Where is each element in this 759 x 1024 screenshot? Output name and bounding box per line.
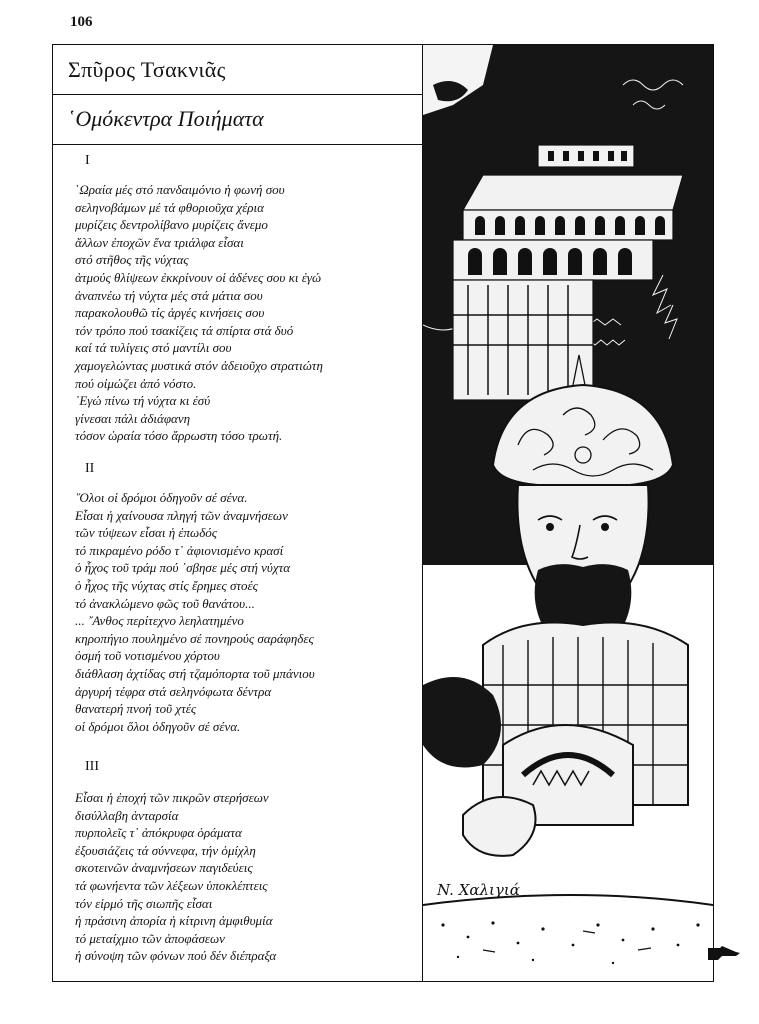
poem-line: δισύλλαβη ἀνταρσία [75, 807, 179, 823]
poem-line: τό πικραμένο ρόδο τ᾿ ἀφιονισμένο κρασί [75, 542, 284, 558]
poem-line: τόν τρόπο πού τσακίζεις τά σπίρτα στά δυό [75, 322, 294, 338]
poem-line: ἀτμούς θλίψεων ἐκκρίνουν οἱ ἀδένες σου κι ἐγώ [75, 269, 322, 285]
poem-line: στό στῆθος τῆς νύχτας [75, 252, 189, 268]
text-column [53, 45, 423, 981]
poem-line: τόν εἱρμό τῆς σιωπῆς εἶσαι [75, 895, 213, 911]
poem-line: ἀναπνέω τή νύχτα μές στά μάτια σου [75, 287, 263, 303]
poem-line: ῾Ωραία μές στό πανδαιμόνιο ἡ φωνή σου [75, 182, 285, 197]
poem-line: σεληνοβάμων μέ τά φθοριοῦχα χέρια [75, 199, 264, 215]
page-number: 106 [70, 14, 93, 30]
poem-lines [75, 789, 276, 965]
poem-line: διάθλαση ἀχτίδας στή τζαμόπορτα τοῦ μπάνιου [75, 665, 315, 681]
poem-line: ᾿Εγώ πίνω τή νύχτα κι ἐσύ [75, 393, 211, 409]
poem-section-1 [75, 153, 323, 445]
poem-line: Εἶσαι ἡ ἐποχή τῶν πικρῶν στερήσεων [75, 790, 269, 805]
poem-line: ἡ σύνοψη τῶν φόνων πού δέν διέπραξα [75, 948, 277, 964]
poem-lines [75, 181, 323, 445]
page-frame [52, 44, 714, 982]
ink-drawing-image [423, 45, 713, 981]
poem-line: χαμογελώντας μυστικά στόν ἀδειοῦχο στρατιώτη [75, 357, 323, 373]
poem-section-2 [75, 461, 315, 735]
poem-line: Εἶσαι ἡ χαίνουσα πληγή τῶν ἀναμνήσεων [75, 507, 288, 523]
section-numeral: III [85, 759, 99, 774]
illustration [423, 45, 713, 981]
poem-line: σκοτεινῶν ἀναμνήσεων παγιδεύεις [75, 860, 253, 876]
poem-line: ὀσμή τοῦ νοτισμένου χόρτου [75, 648, 220, 664]
poem-section-3 [75, 759, 276, 965]
section-numeral: II [85, 461, 95, 476]
poem-line: κηροπήγιο πουλημένο σέ πονηρούς σαράφηδες [75, 630, 314, 646]
poem-line: μυρίζεις δεντρολίβανο μυρίζεις ἄνεμο [75, 217, 268, 233]
poem-line: γίνεσαι πάλι ἀδιάφανη [75, 410, 191, 426]
poem-line: ἀργυρή τέφρα στά σεληνόφωτα δέντρα [75, 683, 272, 699]
poem-line: θανατερή πνοή τοῦ χτές [75, 701, 197, 717]
pointing-hand-icon [706, 944, 742, 962]
poem-line: ὁ ἦχος τοῦ τράμ πού ᾿σβησε μές στή νύχτα [75, 560, 291, 576]
poem-line: τῶν τύψεων εἶσαι ἡ ἐπωδός [75, 525, 218, 541]
poem-line: καί τά τυλίγεις στό μαντίλι σου [75, 340, 232, 356]
section-numeral: I [85, 153, 90, 168]
poem-collection-title: ῾Ομόκεντρα Ποιήματα [53, 95, 422, 145]
poem-line: πού οἰμώζει ἀπό νόστο. [75, 375, 197, 391]
poem-lines [75, 489, 315, 735]
poem-line: ἡ πράσινη ἀπορία ἡ κίτρινη ἀμφιθυμία [75, 913, 273, 929]
poem-line: τά φωνήεντα τῶν λέξεων ὑποκλέπτεις [75, 877, 268, 893]
poem-line: τό μεταίχμιο τῶν ἀποφάσεων [75, 930, 225, 946]
poem-line: ἄλλων ἐποχῶν ἕνα τριάλφα εἶσαι [75, 234, 244, 250]
author-name: Σπῦρος Τσακνιᾶς [53, 45, 422, 95]
poem-line: ῞Ολοι οἱ δρόμοι ὁδηγοῦν σέ σένα. [75, 490, 248, 505]
poem-line: ... ῎Ανθος περίτεχνο λεηλατημένο [75, 613, 244, 629]
poem-line: ἐξουσιάζεις τά σύννεφα, τήν ὁμίχλη [75, 842, 256, 858]
poem-line: πυρπολεῖς τ᾿ ἀπόκρυφα ὁράματα [75, 825, 242, 841]
poem-line: ὁ ἦχος τῆς νύχτας στίς ἔρημες στοές [75, 577, 258, 593]
poem-line: παρακολουθῶ τίς ἀργές κινήσεις σου [75, 305, 265, 321]
poem-line: οἱ δρόμοι ὅλοι ὁδηγοῦν σέ σένα. [75, 718, 241, 734]
poem-line: τό ἀνακλώμενο φῶς τοῦ θανάτου... [75, 595, 255, 611]
artist-signature: N. Χαλιγιά [437, 881, 520, 899]
poem-line: τόσον ὡραία τόσο ἄρρωστη τόσο τρωτή. [75, 428, 283, 444]
